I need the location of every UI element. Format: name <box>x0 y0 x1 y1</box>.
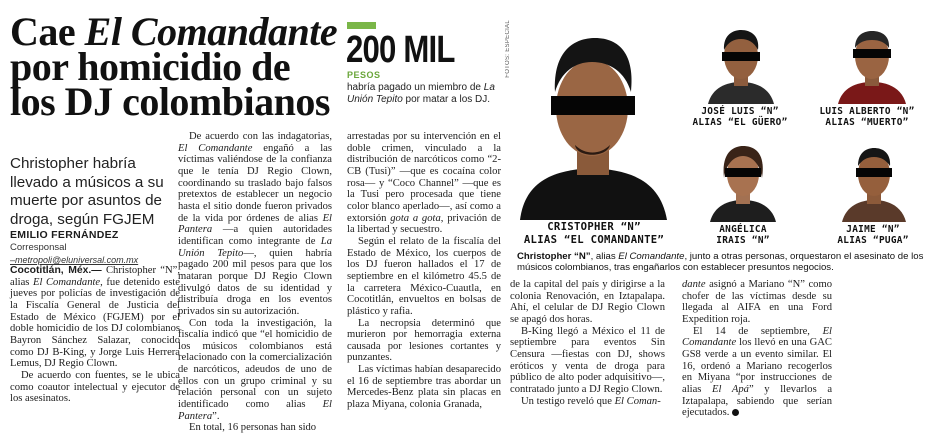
text-italic: El Coman- <box>614 395 661 407</box>
stat-number: 200 MIL <box>346 29 455 71</box>
suspect-alias: ALIAS “EL COMANDANTE” <box>523 234 665 246</box>
mugshot-jose-luis-image <box>706 22 776 104</box>
mugshot-jaime-image <box>840 138 908 222</box>
headline-line3: los DJ colombianos <box>10 79 330 124</box>
mugshot-jaime <box>840 138 908 222</box>
text-italic: El Pantera <box>178 399 332 422</box>
mugshot-angelica-image <box>708 138 778 222</box>
headline-line1-italic: El Comandante <box>84 9 338 54</box>
byline <box>10 229 180 266</box>
suspect-caption-main <box>515 221 673 247</box>
suspect-name: ANGÉLICA <box>719 224 767 235</box>
text: engañó a las víctimas valiéndose de la confianza que le tenía DJ Regio Clown, coordinando su traslado bajo falsos pretextos de establecer un negocio hasta el sitio donde fueron privados de la vida por órdenes de alias <box>178 142 332 224</box>
text-italic: El Comandante <box>33 276 101 288</box>
text: los llevó en una GAC GS8 verde a un evento similar. El 16, ordenó a Mariano recogerlos en Miyana “por instrucciones de alias <box>682 337 832 395</box>
paragraph: Las víctimas habían desaparecido el 16 de septiembre tras abordar un Mercedes-Benz plata sin placas en plaza Miyana, colonia Granada, <box>347 364 501 411</box>
mugshot-luis-alberto-image <box>836 22 908 104</box>
paragraph: B-King llegó a México el 11 de septiembre para eventos Sin Censura —fiestas con DJ, shows eróticos y venta de droga para público de alto poder adquisitivo—, contratado junto a DJ Regio Clown. <box>510 325 665 395</box>
text: —a quien autoridades identifican como integrante de <box>178 224 332 247</box>
headline <box>10 9 340 124</box>
text: arrestadas por su intervención en el doble crimen, vinculado a la distribución de narcóticos como “2-CB (Tusi)” —que es cocaína color rosa— y “Coco Channel” —que es la Tusi pero procesada que tiene color blanco aperlado—, así como a extorsión <box>347 131 501 224</box>
suspect-alias: ALIAS “EL GÜERO” <box>692 117 788 128</box>
paragraph <box>178 318 332 423</box>
suspect-alias: ALIAS “PUGA” <box>837 235 909 246</box>
text: ”. <box>212 410 220 422</box>
mugshot-jose-luis <box>706 22 776 104</box>
text: Christopher “N”, alias <box>10 265 180 288</box>
body-column-2 <box>178 131 332 434</box>
text-italic: El Comandante <box>682 325 832 349</box>
body-column-3 <box>347 131 501 411</box>
paragraph <box>510 396 665 408</box>
suspect-caption-jaime <box>820 224 926 246</box>
suspect-name: LUIS ALBERTO “N” <box>819 106 915 117</box>
text: , junto a otras personas, orquestaron el asesinato de los músicos colombianos, tras engañarlos con establecer presuntos negocios. <box>517 251 924 273</box>
paragraph <box>10 265 180 370</box>
text: —, quien habría pagado 200 mil pesos para que los mataran porque DJ Regio Clown divulgó datos de su identidad y distribuía droga en los eventos privados sin su autorización. <box>178 247 333 317</box>
text-italic: dante <box>682 279 706 290</box>
text-italic: La Unión Tepito <box>178 235 332 259</box>
text: Un testigo reveló que <box>521 395 615 407</box>
photo-credit: FOTOS: ESPECIAL <box>505 20 511 78</box>
stat-accent-bar <box>347 22 376 29</box>
paragraph <box>682 279 832 326</box>
text-italic: El Apá <box>712 383 749 395</box>
text-italic: El Comandante <box>178 142 253 154</box>
text: , fue detenido este jueves por policías de investigación de la Fiscalía General de Justicia del Estado de México (FGJEM) por el doble homicidio de los DJ colombianos Bayron Sánchez Salazar, conocido como DJ B-King, y Jorge Luis Herrera Lemus, DJ Regio Clown. <box>10 276 180 370</box>
author-email[interactable]: –metropoli@eluniversal.com.mx <box>10 255 139 265</box>
photo-caption <box>517 251 927 273</box>
mugshot-main-image <box>515 20 670 220</box>
text: por matar a los DJ. <box>402 94 491 105</box>
text-italic: El Comandante <box>618 251 685 262</box>
mugshot-main <box>515 20 670 220</box>
end-of-article-mark <box>732 409 739 416</box>
headline-line1-plain: Cae <box>10 9 85 54</box>
text: , alias <box>590 251 619 262</box>
suspect-caption-angelica <box>696 224 790 246</box>
suspect-name: CRISTOPHER “N” <box>547 221 641 233</box>
paragraph: En total, 16 personas han sido <box>189 422 317 434</box>
dateline: Cocotitlán, Méx.— <box>10 265 102 276</box>
headline-line2: por homicidio de <box>10 44 291 89</box>
paragraph <box>178 131 332 318</box>
paragraph: De acuerdo con fuentes, se le ubica como coautor intelectual y ejecutor de los asesinatos. <box>10 369 180 405</box>
text-italic: El Pantera <box>178 212 332 236</box>
suspect-caption-jose-luis <box>684 106 796 128</box>
text: De acuerdo con las indagatorias, <box>189 131 332 142</box>
body-column-4 <box>510 279 665 407</box>
text-italic: La Unión Tepito <box>347 82 495 105</box>
paragraph: La necropsia determinó que murieron por hemorragia externa causada por lesiones cortantes y punzantes. <box>347 317 501 364</box>
stat-unit: PESOS <box>347 70 381 80</box>
suspect-name: JOSÉ LUIS “N” <box>701 106 779 117</box>
paragraph: de la capital del país y dirigirse a la colonia Renovación, en Iztapalapa. Ahí, el celular de DJ Regio Clown se apagó dos horas. <box>510 279 665 325</box>
body-column-5 <box>682 279 832 419</box>
suspect-caption-luis-alberto <box>808 106 926 128</box>
paragraph <box>347 131 501 236</box>
mugshot-luis-alberto <box>836 22 908 104</box>
text-italic: gota a gota <box>390 212 441 224</box>
author-role: Corresponsal <box>10 242 67 253</box>
caption-lead: Christopher “N” <box>517 251 591 262</box>
text: El 14 de septiembre, <box>693 325 823 337</box>
text: , privación de la libertad y secuestro. <box>347 212 501 236</box>
suspect-alias: IRAIS “N” <box>716 235 770 246</box>
suspect-name: JAIME “N” <box>846 224 900 235</box>
mugshot-angelica <box>708 138 778 222</box>
author-name: EMILIO FERNÁNDEZ <box>10 229 119 241</box>
text: ” y llevarlos a Iztapalapa, sabiendo que serían ejecutados. <box>682 383 833 419</box>
text: asignó a Mariano “N” como chofer de las víctimas desde su llegada al AIFA en una Ford Expedition roja. <box>682 279 832 325</box>
paragraph <box>682 326 832 419</box>
text: Con toda la investigación, la fiscalía indicó que “el homicidio de los músicos colombianos está relacionado con la comercialización de narcóticos, adeudos de uno de ellos con un grupo criminal y su relación personal con un sujeto identificado como alias <box>178 317 332 411</box>
body-column-1 <box>10 265 180 405</box>
dek-summary: Christopher habría llevado a músicos a su muerte por asuntos de droga, según FGJEM <box>10 155 164 228</box>
stat-description <box>347 82 507 106</box>
text: habría pagado un miembro de <box>347 82 484 93</box>
suspect-alias: ALIAS “MUERTO” <box>825 117 909 128</box>
paragraph: Según el relato de la fiscalía del Estado de México, los cuerpos de los DJ fueron hallados el 17 de septiembre en el kilómetro 45.5 de la carretera México-Cuautla, en Cocotitlán, envueltos en bolsas de plástico y rafia. <box>347 235 501 317</box>
